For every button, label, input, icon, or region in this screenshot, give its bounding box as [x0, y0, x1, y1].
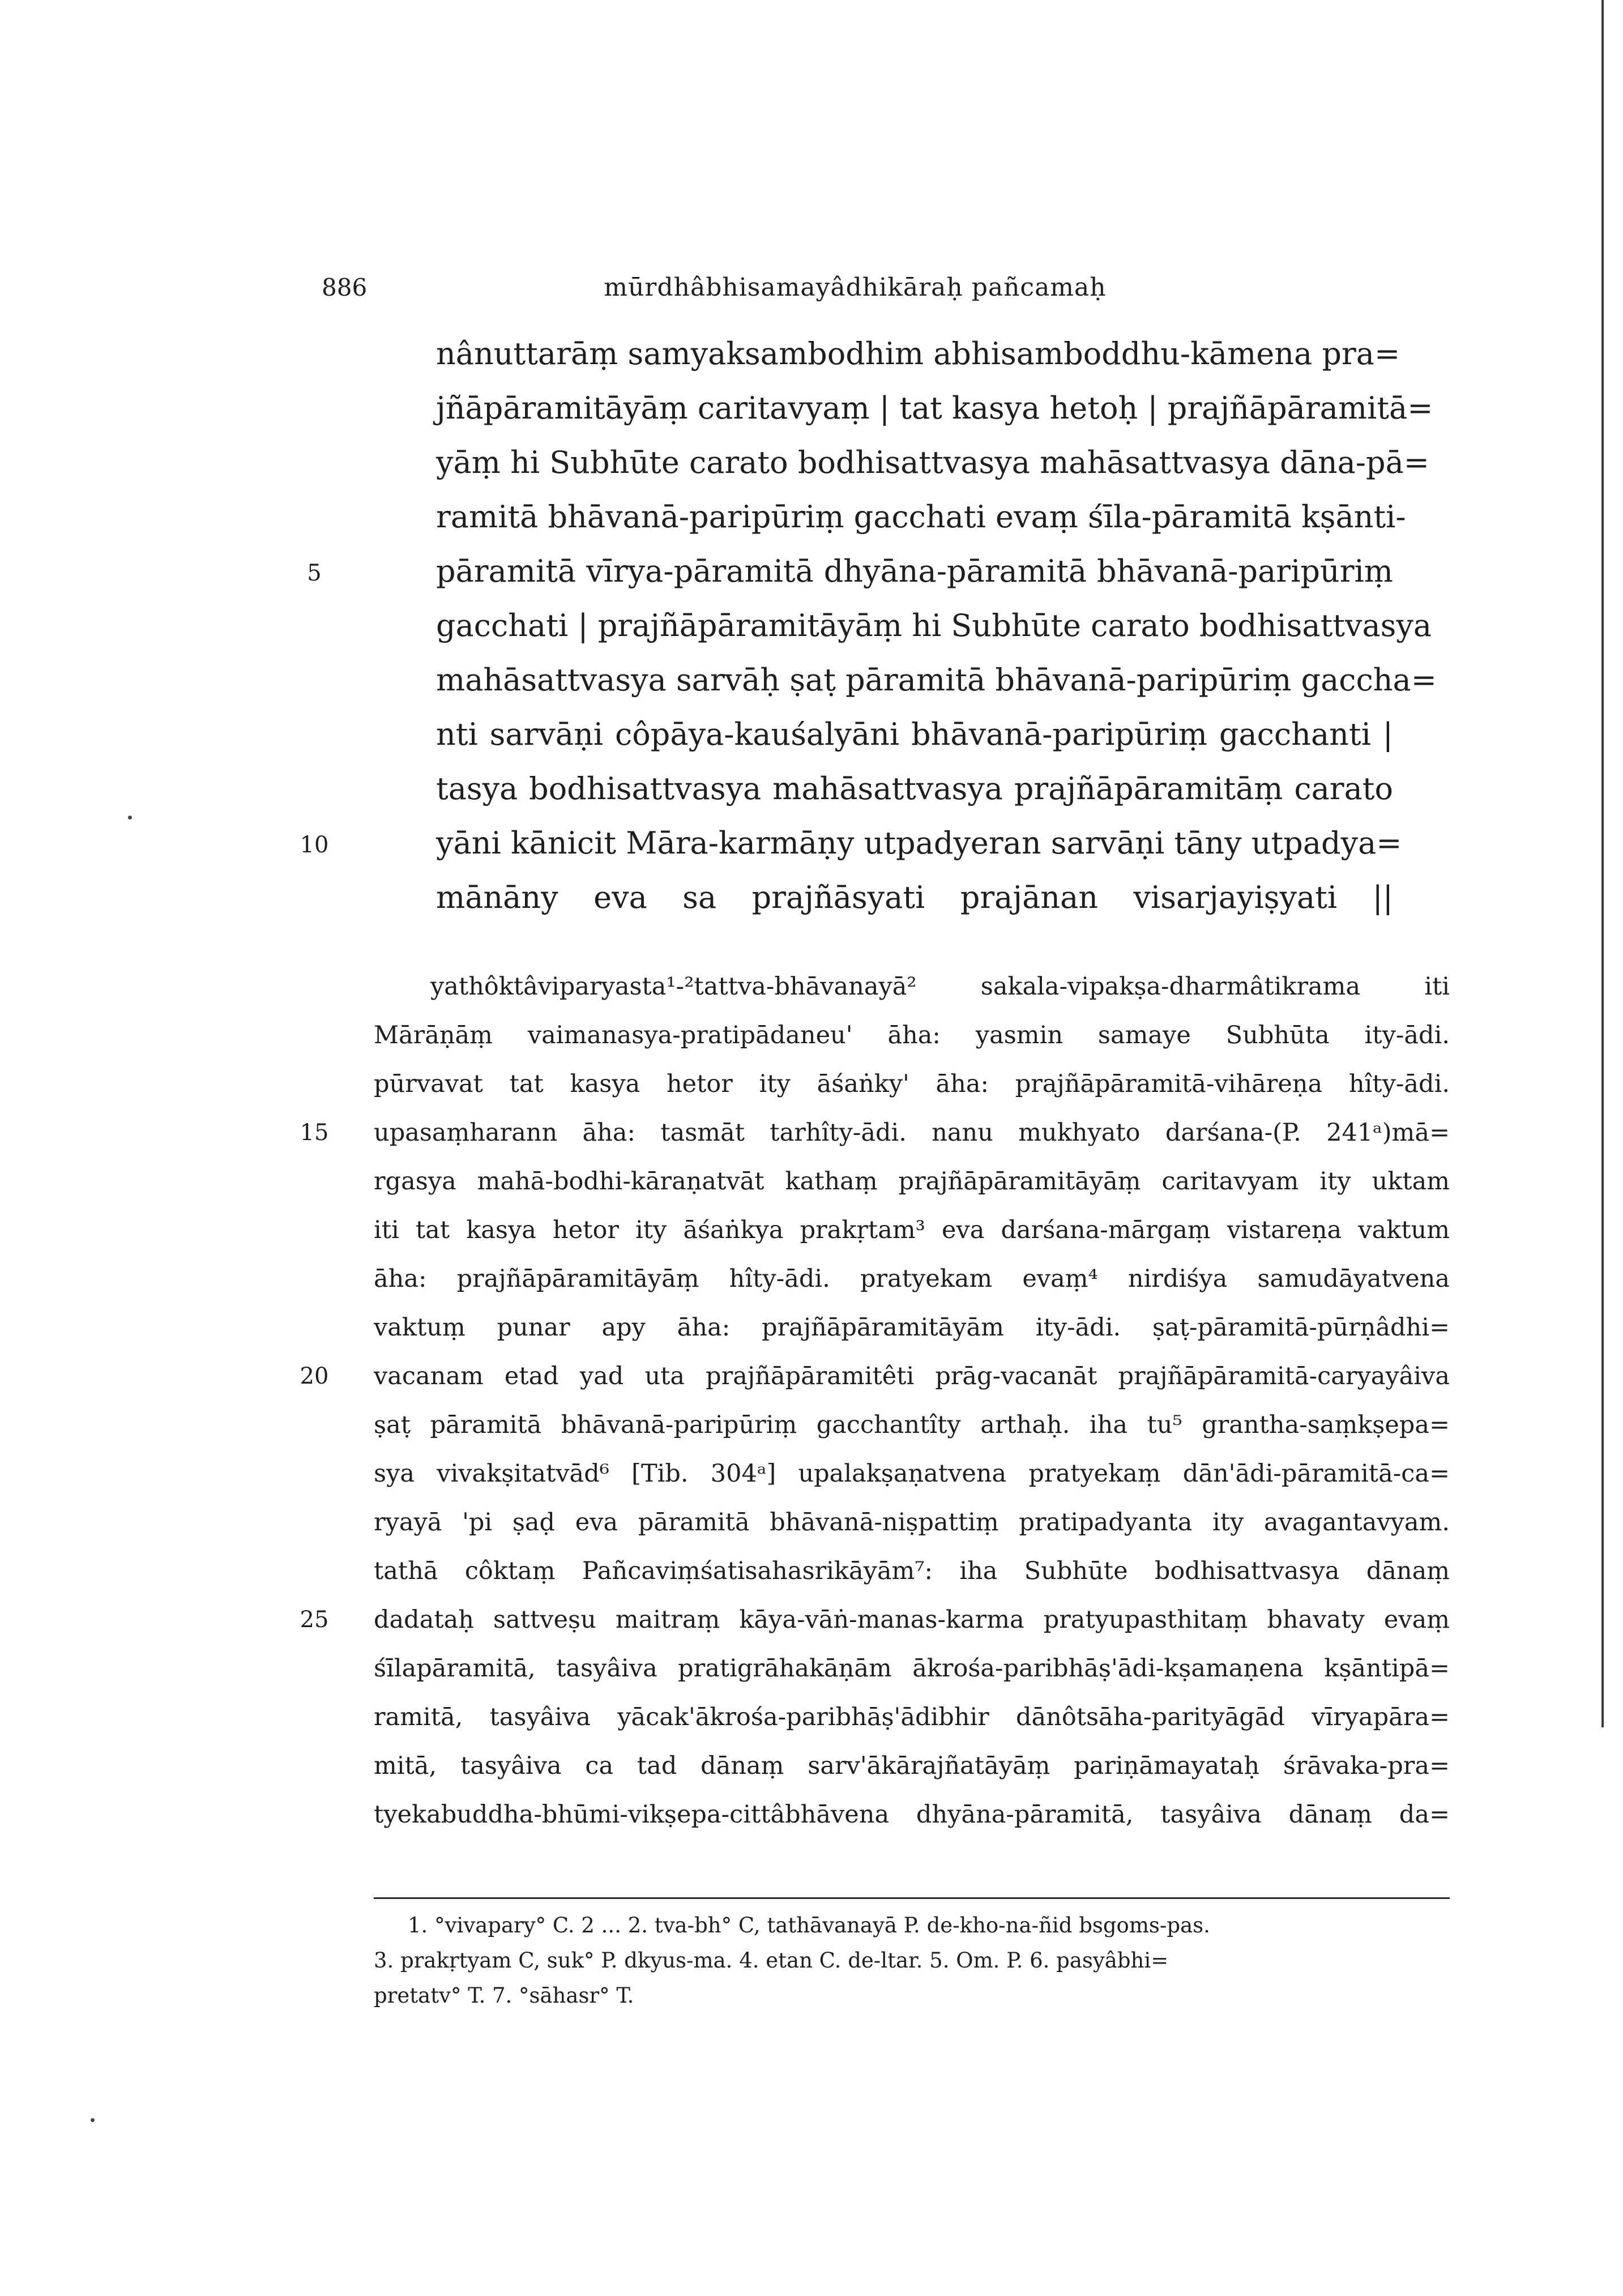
commentary-line: sya vivakṣitatvād⁶ [Tib. 304ᵃ] upalakṣaṇatvena pratyekaṃ dān'ādi-pāramitā-ca= [374, 1459, 1450, 1488]
footnote-line: pretatv° T. 7. °sāhasr° T. [374, 1983, 634, 2008]
verse-line: yāṃ hi Subhūte carato bodhisattvasya mahāsattvasya dāna-pā= [436, 445, 1430, 480]
verse-line: jñāpāramitāyāṃ caritavyaṃ | tat kasya hetoḥ | prajñāpāramitā= [436, 390, 1433, 426]
verse-line: nânuttarāṃ samyaksambodhim abhisamboddhu-kāmena pra= [436, 336, 1400, 372]
commentary-line: yathôktâviparyasta¹-²tattva-bhāvanayā² sakala-vipakṣa-dharmâtikrama iti [430, 972, 1450, 1001]
verse-line: ramitā bhāvanā-paripūriṃ gacchati evaṃ śīla-pāramitā kṣānti- [436, 499, 1406, 535]
footnote-line: 1. °vivapary° C. 2 ... 2. tva-bh° C, tathāvanayā P. de-kho-na-ñid bsgoms-pas. [408, 1913, 1210, 1937]
commentary-line: upasaṃharann āha: tasmāt tarhîty-ādi. nanu mukhyato darśana-(P. 241ᵃ)mā= [374, 1119, 1450, 1147]
commentary-line: dadataḥ sattveṣu maitraṃ kāya-vāṅ-manas-karma pratyupasthitaṃ bhavaty evaṃ [374, 1606, 1450, 1634]
running-title: mūrdhâbhisamayâdhikāraḥ pañcamaḥ [604, 273, 1107, 302]
commentary-line: āha: prajñāpāramitāyāṃ hîty-ādi. pratyekam evaṃ⁴ nirdiśya samudāyatvena [374, 1265, 1450, 1293]
scan-speck [91, 2118, 95, 2122]
commentary-line: ṣaṭ pāramitā bhāvanā-paripūriṃ gacchantîty arthaḥ. iha tu⁵ grantha-saṃkṣepa= [374, 1411, 1450, 1439]
verse-line: mānāny eva sa prajñāsyati prajānan visarjayiṣyati || [436, 880, 1393, 915]
commentary-line: ryayā 'pi ṣaḍ eva pāramitā bhāvanā-niṣpattiṃ pratipadyanta ity avagantavyam. [374, 1508, 1450, 1537]
verse-line: nti sarvāṇi côpāya-kauśalyāni bhāvanā-paripūriṃ gacchanti | [436, 716, 1393, 752]
line-number: 10 [300, 832, 329, 858]
verse-line: gacchati | prajñāpāramitāyāṃ hi Subhūte carato bodhisattvasya [436, 608, 1432, 643]
line-number: 25 [300, 1607, 329, 1633]
commentary-line: ramitā, tasyâiva yācak'ākrośa-paribhāṣ'ādibhir dānôtsāha-parityāgād vīryapāra= [374, 1703, 1450, 1731]
footnote-line: 3. prakṛtyam C, suk° P. dkyus-ma. 4. etan C. de-ltar. 5. Om. P. 6. pasyâbhi= [374, 1948, 1169, 1973]
footnote-rule [374, 1897, 1450, 1899]
scan-edge-rule [1601, 0, 1604, 1727]
verse-line: yāni kānicit Māra-karmāṇy utpadyeran sarvāṇi tāny utpadya= [436, 825, 1402, 861]
commentary-line: tyekabuddha-bhūmi-vikṣepa-cittâbhāvena dhyāna-pāramitā, tasyâiva dānaṃ da= [374, 1800, 1450, 1829]
line-number: 15 [300, 1120, 329, 1146]
commentary-line: Mārāṇāṃ vaimanasya-pratipādaneu' āha: yasmin samaye Subhūta ity-ādi. [374, 1021, 1450, 1049]
commentary-line: iti tat kasya hetor ity āśaṅkya prakṛtam³ eva darśana-mārgaṃ vistareṇa vaktum [374, 1216, 1450, 1244]
commentary-line: pūrvavat tat kasya hetor ity āśaṅky' āha: prajñāpāramitā-vihāreṇa hîty-ādi. [374, 1070, 1450, 1098]
line-number: 5 [307, 560, 322, 586]
verse-line: pāramitā vīrya-pāramitā dhyāna-pāramitā bhāvanā-paripūriṃ [436, 553, 1393, 589]
commentary-line: vacanam etad yad uta prajñāpāramitêti prāg-vacanāt prajñāpāramitā-caryayâiva [374, 1362, 1450, 1390]
page-header [0, 265, 1623, 310]
commentary-line: mitā, tasyâiva ca tad dānaṃ sarv'ākārajñatāyāṃ pariṇāmayataḥ śrāvaka-pra= [374, 1752, 1450, 1780]
commentary-line: rgasya mahā-bodhi-kāraṇatvāt kathaṃ prajñāpāramitāyāṃ caritavyam ity uktam [374, 1167, 1450, 1196]
verse-line: tasya bodhisattvasya mahāsattvasya prajñāpāramitāṃ carato [436, 771, 1393, 806]
page-number: 886 [322, 274, 368, 301]
commentary-line: tathā côktaṃ Pañcaviṃśatisahasrikāyām⁷: iha Subhūte bodhisattvasya dānaṃ [374, 1557, 1450, 1585]
verse-line: mahāsattvasya sarvāḥ ṣaṭ pāramitā bhāvanā-paripūriṃ gaccha= [436, 662, 1437, 698]
commentary-line: śīlapāramitā, tasyâiva pratigrāhakāṇām ākrośa-paribhāṣ'ādi-kṣamaṇena kṣāntipā= [374, 1654, 1450, 1683]
commentary-line: vaktuṃ punar apy āha: prajñāpāramitāyām ity-ādi. ṣaṭ-pāramitā-pūrṇâdhi= [374, 1313, 1450, 1342]
scan-speck [128, 816, 132, 820]
line-number: 20 [300, 1363, 329, 1389]
